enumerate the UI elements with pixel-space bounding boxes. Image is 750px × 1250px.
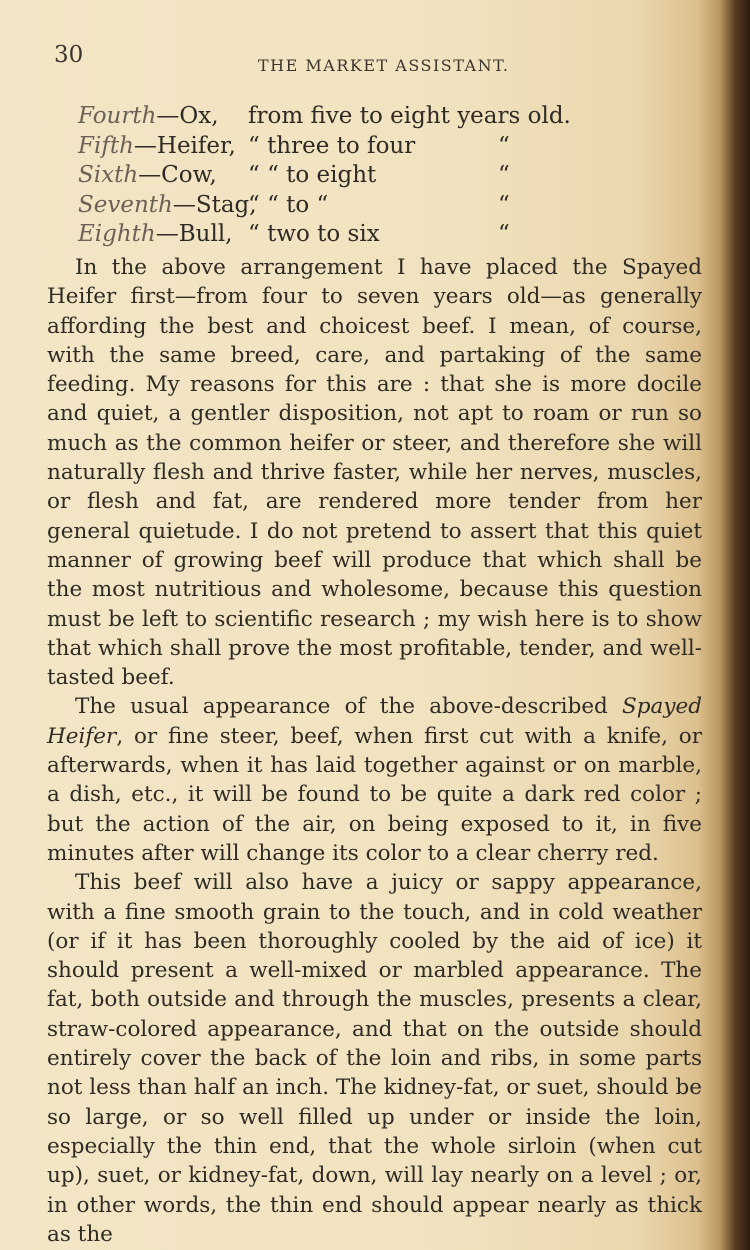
paragraph: In the above arrangement I have placed the Spayed Heifer first—from four to seven years old—as generally affording the best and choicest beef. I mean, of course, with the same breed, care, and partaking of the same feeding. My reasons for this are : that she is more docile and quiet, a gentler disposition, not apt to roam or run so much as the common heifer or steer, and therefore she will naturally flesh and thrive faster, while her nerves, muscles, or flesh and fat, are rendered more tender from her general quietude. I do not pretend to assert that this quiet manner of growing beef will produce that which shall be the most nutritious and wholesome, because this question must be left to scientific research ; my wish here is to show that which shall prove the most profitable, tender, and well-tasted beef. [47,255,702,691]
age-description: from five to eight years old. [248,103,571,129]
age-description: “ “ to “ [248,191,329,218]
age-description: “ “ to eight [248,162,377,188]
animal: Ox, [179,103,219,129]
list-item: Fourth—Ox, from five to eight years old. [78,102,598,132]
list-item: Sixth—Cow, “ “ to eight “ [78,161,598,191]
ordinal: Sixth [78,162,139,188]
ordinal: Fifth [78,132,134,159]
ordinal: Eighth [78,221,156,247]
list-item: Seventh—Stag, “ “ to “ “ [78,191,598,221]
running-title: THE MARKET ASSISTANT. [258,56,510,75]
animal: Cow, [161,162,217,188]
list-item: Fifth—Heifer, “ three to four “ [78,132,598,162]
paragraph: The usual appearance of the above-described Spayed Heifer, or fine steer, beef, when first cut with a knife, or afterwards, when it has laid together against or on marble, a dish, etc., it will be found to be quite a dark red color ; but the action of the air, on being exposed to it, in five minutes after will change its color to a clear cherry red. [47,694,702,866]
body-text [47,253,702,1249]
page-number: 30 [54,42,84,68]
list-item: Eighth—Bull, “ two to six “ [78,220,598,250]
ditto-mark: “ [498,132,510,159]
ditto-mark: “ [498,221,510,247]
age-description: “ two to six [248,221,380,247]
age-description: “ three to four [248,132,416,159]
age-list [78,102,598,250]
ordinal: Fourth [78,103,157,129]
ditto-mark: “ [498,162,510,188]
animal: Heifer, [156,132,236,159]
animal: Stag, [195,191,257,218]
paragraph: This beef will also have a juicy or sappy appearance, with a fine smooth grain to the touch, and in cold weather (or if it has been thoroughly cooled by the aid of ice) it should present a well-mixed or marbled appearance. The fat, both outside and through the muscles, presents a clear, straw-colored appearance, and that on the outside should entirely cover the back of the loin and ribs, in some parts not less than half an inch. The kidney-fat, or suet, should be so large, or so well filled up under or inside the loin, especially the thin end, that the whole sirloin (when cut up), suet, or kidney-fat, down, will lay nearly on a level ; or, in other words, the thin end should appear nearly as thick as the [47,870,702,1247]
ordinal: Seventh [78,191,173,218]
ditto-mark: “ [498,191,510,218]
animal: Bull, [178,221,233,247]
